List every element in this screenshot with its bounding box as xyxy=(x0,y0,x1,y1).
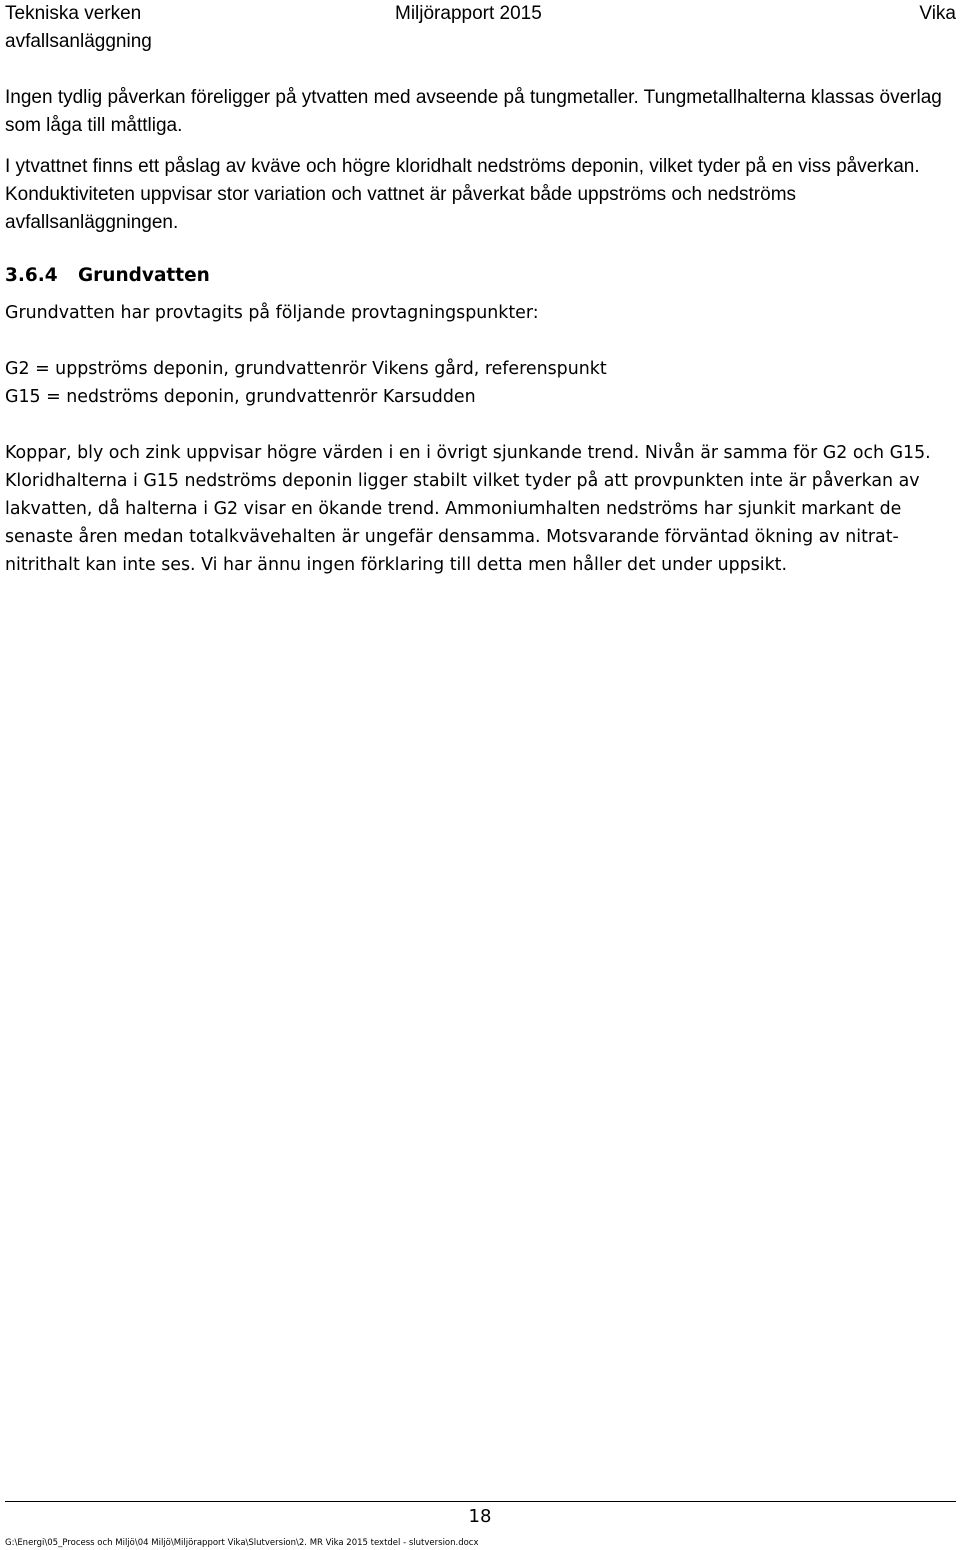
page-number: 18 xyxy=(468,1506,492,1527)
section-title: Grundvatten xyxy=(78,265,210,286)
paragraph-intro: Grundvatten har provtagits på följande provtagningspunkter: xyxy=(5,303,539,323)
sampling-points-list xyxy=(5,355,955,411)
header-facility: avfallsanläggning xyxy=(5,31,152,52)
footer-file-path: G:\Energi\05_Process och Miljö\04 Miljö\Miljörapport Vika\Slutversion\2. MR Vika 2015 textdel - slutversion.docx xyxy=(5,1538,479,1548)
paragraph-surface-water: I ytvattnet finns ett påslag av kväve och högre kloridhalt nedströms deponin, vilket tyder på en viss påverkan. Konduktiviteten uppvisar stor variation och vattnet är påverkat både uppströms och nedströms avfallsanläggningen. xyxy=(5,156,920,233)
paragraph-groundwater-results: Koppar, bly och zink uppvisar högre värden i en i övrigt sjunkande trend. Nivån är samma för G2 och G15. Kloridhalterna i G15 nedströms deponin ligger stabilt vilket tyder på att provpunkten inte är påverkan av lakvatten, då halterna i G2 visar en ökande trend. Ammoniumhalten nedströms har sjunkit markant de senaste åren medan totalkvävehalten är ungefär densamma. Motsvarande förväntad ökning av nitrat-nitrithalt kan inte ses. Vi har ännu ingen förklaring till detta men håller det under uppsikt. xyxy=(5,443,931,575)
section-heading xyxy=(5,262,210,290)
header-company: Tekniska verken xyxy=(5,3,142,24)
header-left xyxy=(5,0,152,56)
header-report-title: Miljörapport 2015 xyxy=(395,3,542,24)
sampling-point-g15: G15 = nedströms deponin, grundvattenrör Karsudden xyxy=(5,387,476,407)
sampling-point-g2: G2 = uppströms deponin, grundvattenrör Vikens gård, referenspunkt xyxy=(5,359,607,379)
header-site-name: Vika xyxy=(919,3,956,24)
footer-divider xyxy=(5,1501,956,1502)
paragraph-metals: Ingen tydlig påverkan föreligger på ytvatten med avseende på tungmetaller. Tungmetallhalterna klassas överlag som låga till måttliga. xyxy=(5,87,942,136)
section-number: 3.6.4 xyxy=(5,265,58,286)
